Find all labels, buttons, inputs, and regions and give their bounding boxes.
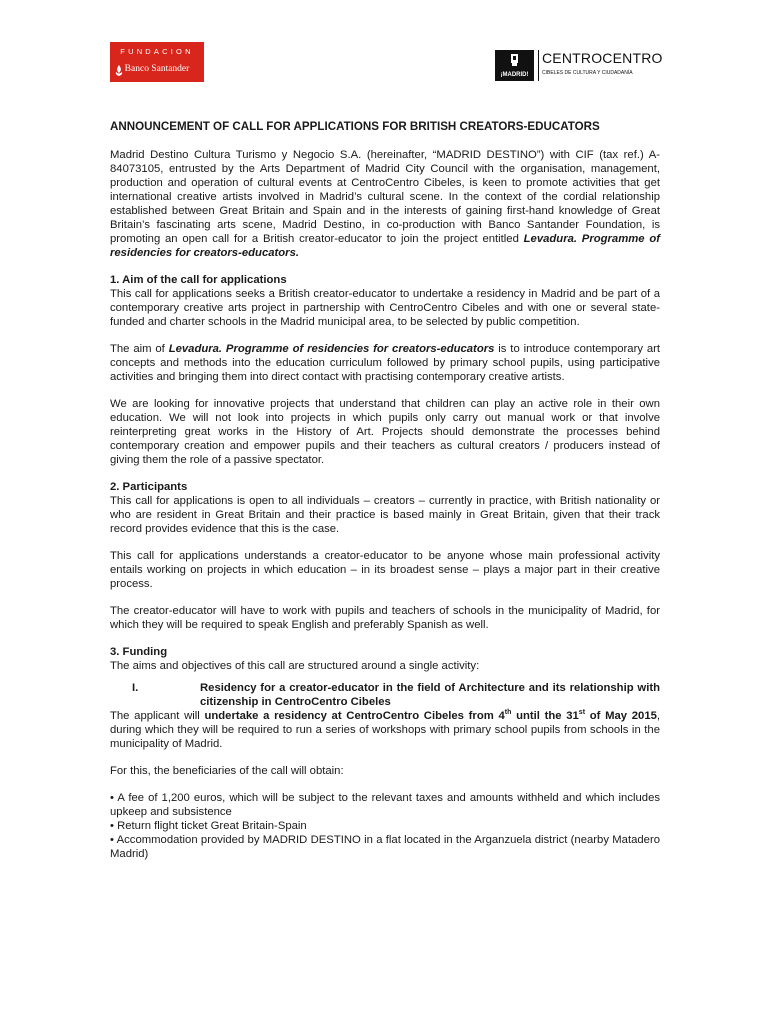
section1-paragraph3: We are looking for innovative projects that understand that children can play an active role in their own education. We will not look into projects in which pupils only carry out manual work or that involve reinterpreting great works in the History of Art. Projects should demonstrate the processes behind contemporary creation and empower pupils and their teachers as cultural creators / producers instead of giving them the role of a passive spectator. <box>110 398 660 466</box>
madrid-badge <box>495 50 534 81</box>
s1p2-emphasis: Levadura. Programme of residencies for creators-educators <box>168 343 495 355</box>
centrocentro-logo <box>495 50 663 81</box>
centrocentro-name: CENTROCENTRO <box>542 50 663 66</box>
logo-line2: Banco Santander <box>124 64 190 74</box>
document-body <box>110 120 660 861</box>
list-item: • Return flight ticket Great Britain-Spain <box>110 820 307 832</box>
section3-paragraph3: For this, the beneficiaries of the call will obtain: <box>110 765 344 777</box>
activity-item-text: Residency for a creator-educator in the field of Architecture and its relationship with citizenship in CentroCentro Cibeles <box>200 682 660 708</box>
section1-heading: 1. Aim of the call for applications <box>110 274 287 286</box>
s3p2-e: , during which they will be required to run a series of workshops with primary school pupils from schools in the municipality of Madrid. <box>110 710 661 750</box>
s3p2-sup1: th <box>504 709 512 717</box>
benefits-list <box>110 791 660 861</box>
section1-paragraph2 <box>110 342 660 384</box>
section2-paragraph1: This call for applications is open to all individuals – creators – currently in practice, with British nationality or who are resident in Great Britain and their practice is based mainly in Great Britain, given that their track record provides evidence that this is the case. <box>110 495 660 535</box>
list-item: • A fee of 1,200 euros, which will be subject to the relevant taxes and amounts withheld and which includes upkeep and subsistence <box>110 792 660 818</box>
s1p2-after: is to introduce contemporary art concepts and methods into the education curriculum followed by primary school pupils, using participative activities and bringing them into direct contact with practising contemporary creative artists. <box>110 343 661 383</box>
s3p2-a: The applicant will <box>110 710 200 722</box>
s3p2-b: undertake a residency at CentroCentro Cibeles from 4 <box>204 710 505 722</box>
s3p2-c: until the 31 <box>516 710 579 722</box>
activity-item-number: I. <box>132 682 139 694</box>
section3-paragraph2 <box>110 709 660 751</box>
document-title: ANNOUNCEMENT OF CALL FOR APPLICATIONS FOR BRITISH CREATORS-EDUCATORS <box>110 120 600 133</box>
centrocentro-subtitle: CIBELES DE CULTURA Y CIUDADANÍA <box>542 70 633 76</box>
list-item: • Accommodation provided by MADRID DESTINO in a flat located in the Arganzuela district (nearby Matadero Madrid) <box>110 834 660 860</box>
section2-paragraph3: The creator-educator will have to work with pupils and teachers of schools in the municipality of Madrid, for which they will be required to speak English and preferably Spanish as well. <box>110 605 660 631</box>
madrid-badge-text: ¡MADRID! <box>500 72 529 78</box>
intro-paragraph <box>110 148 660 260</box>
section2-paragraph2: This call for applications understands a creator-educator to be anyone whose main professional activity entails working on projects in which education – in its broadest sense – plays a major part in their creative process. <box>110 550 660 590</box>
section3-heading: 3. Funding <box>110 646 168 658</box>
s3p2-d: of May 2015 <box>589 710 657 722</box>
madrid-crest-icon <box>510 54 519 66</box>
intro-emphasis: Levadura. Programme of residencies for creators-educators. <box>110 233 661 259</box>
logo-divider <box>538 50 539 81</box>
section3-paragraph1: The aims and objectives of this call are structured around a single activity: <box>110 660 480 672</box>
section1-paragraph1: This call for applications seeks a British creator-educator to undertake a residency in Madrid and be part of a contemporary creative arts project in partnership with CentroCentro Cibeles and with one or several state-funded and charter schools in the Madrid municipal area, to be selected by public competition. <box>110 288 660 328</box>
s3p2-sup2: st <box>578 709 586 717</box>
s1p2-before: The aim of <box>110 343 165 355</box>
activity-item <box>110 681 660 709</box>
logo-line1: FUNDACION <box>120 47 194 56</box>
section2-heading: 2. Participants <box>110 481 188 493</box>
fundacion-banco-santander-logo <box>110 42 204 82</box>
intro-text: Madrid Destino Cultura Turismo y Negocio S.A. (hereinafter, “MADRID DESTINO”) with CIF (tax ref.) A-84073105, entrusted by the Arts Department of Madrid City Council with the organisation, management, production and operation of cultural events at CentroCentro Cibeles, is keen to promote activities that get international creative artists involved in Madrid’s cultural scene. In the context of the cordial relationship established between Great Britain and Spain and in the interests of gaining first-hand knowledge of Great Britain’s fascinating arts scene, Madrid Destino, in co-production with Banco Santander Foundation, is promoting an open call for a British creator-educator to join the project entitled <box>110 149 660 245</box>
